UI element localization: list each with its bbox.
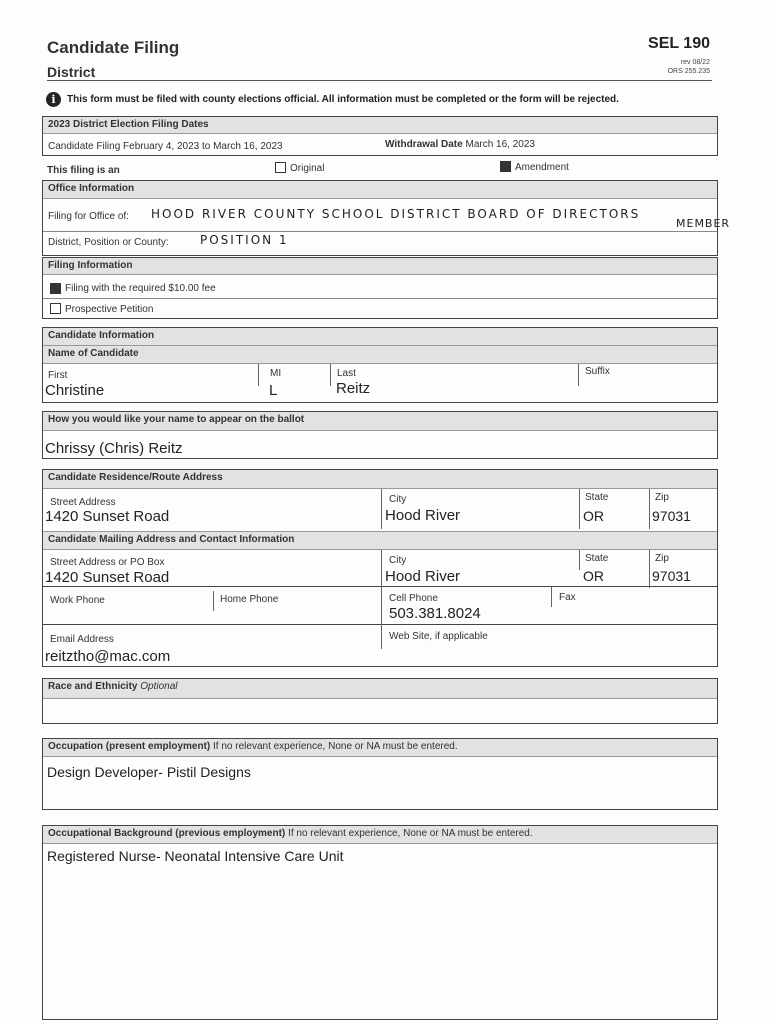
mi-divider xyxy=(258,364,259,386)
work-phone-label: Work Phone xyxy=(50,595,105,606)
website-label: Web Site, if applicable xyxy=(389,631,488,642)
background-value[interactable]: Registered Nurse- Neonatal Intensive Care Unit xyxy=(47,848,344,864)
race-heading-text: Race and Ethnicity xyxy=(48,681,138,692)
website-divider xyxy=(381,625,382,649)
mailing-city-divider xyxy=(381,550,382,588)
email-value[interactable]: reitztho@mac.com xyxy=(45,648,171,665)
position-label: District, Position or County: xyxy=(48,237,169,248)
office-section xyxy=(42,180,718,256)
filing-dates-section xyxy=(42,116,718,156)
residence-city-value[interactable]: Hood River xyxy=(385,507,461,524)
occupation-note: If no relevant experience, None or NA must be entered. xyxy=(213,741,458,752)
header-divider xyxy=(47,80,712,81)
fax-label: Fax xyxy=(559,592,576,603)
background-section xyxy=(42,825,718,1020)
office-divider xyxy=(43,231,717,232)
last-name-label: Last xyxy=(337,368,356,379)
last-divider xyxy=(330,364,331,386)
suffix-divider xyxy=(578,364,579,386)
filing-dates-heading: 2023 District Election Filing Dates xyxy=(43,117,717,134)
candidate-filing-label: Candidate Filing xyxy=(48,141,121,152)
ballot-name-value[interactable]: Chrissy (Chris) Reitz xyxy=(45,440,183,457)
fee-checkbox[interactable] xyxy=(50,283,61,294)
occupation-heading xyxy=(43,739,717,757)
amendment-label: Amendment xyxy=(515,162,569,173)
last-name-value[interactable]: Reitz xyxy=(336,380,371,397)
mailing-zip-divider xyxy=(649,550,650,588)
mi-value[interactable]: L xyxy=(269,382,278,399)
office-heading: Office Information xyxy=(43,181,717,199)
race-section xyxy=(42,678,718,724)
residence-state-value[interactable]: OR xyxy=(583,508,604,524)
residence-state-label: State xyxy=(585,492,609,503)
residence-city-divider xyxy=(381,489,382,529)
background-heading xyxy=(43,826,717,844)
background-note: If no relevant experience, None or NA must be entered. xyxy=(288,828,533,839)
mailing-state-divider xyxy=(579,550,580,570)
residence-heading: Candidate Residence/Route Address xyxy=(43,470,717,489)
phone-row xyxy=(42,587,718,625)
form-subtitle: District xyxy=(47,64,96,80)
email-label: Email Address xyxy=(50,634,114,645)
mi-label: MI xyxy=(270,368,282,379)
home-phone-divider xyxy=(213,591,214,611)
candidate-filing-value: February 4, 2023 to March 16, 2023 xyxy=(123,141,283,152)
residence-state-divider xyxy=(579,489,580,529)
ballot-name-section xyxy=(42,411,718,459)
petition-checkbox[interactable] xyxy=(50,303,61,314)
amendment-checkbox[interactable] xyxy=(500,161,511,172)
race-optional: Optional xyxy=(140,681,178,692)
residence-zip-divider xyxy=(649,489,650,529)
form-number: SEL 190 xyxy=(648,35,710,52)
background-heading-text: Occupational Background (previous employment) xyxy=(48,828,286,839)
notice-text: This form must be filed with county elections official. All information must be completed or the form will be rejected. xyxy=(67,94,619,105)
residence-city-label: City xyxy=(389,494,407,505)
race-heading xyxy=(43,679,717,699)
cell-phone-label: Cell Phone xyxy=(389,593,438,604)
candidate-heading: Candidate Information xyxy=(43,328,717,346)
withdrawal-label: Withdrawal Date xyxy=(385,139,463,150)
mailing-street-value[interactable]: 1420 Sunset Road xyxy=(45,569,170,586)
candidate-filing-row xyxy=(48,141,283,152)
withdrawal-row xyxy=(385,139,535,150)
revision-text: rev 08/22 xyxy=(680,59,710,66)
mailing-zip-value[interactable]: 97031 xyxy=(652,568,691,584)
office-label: Filing for Office of: xyxy=(48,211,129,222)
mailing-zip-label: Zip xyxy=(655,553,669,564)
cell-phone-divider xyxy=(381,587,382,625)
first-name-value[interactable]: Christine xyxy=(45,382,105,399)
email-row xyxy=(42,625,718,667)
occupation-value[interactable]: Design Developer- Pistil Designs xyxy=(47,764,251,780)
office-value-continued: MEMBER xyxy=(676,217,731,230)
home-phone-label: Home Phone xyxy=(220,594,279,605)
withdrawal-value: March 16, 2023 xyxy=(465,139,535,150)
mailing-city-label: City xyxy=(389,555,407,566)
original-label: Original xyxy=(290,163,325,174)
form-revision xyxy=(668,58,710,76)
info-icon: i xyxy=(46,92,61,107)
first-name-label: First xyxy=(48,370,68,381)
petition-label: Prospective Petition xyxy=(65,304,154,315)
mailing-heading: Candidate Mailing Address and Contact Information xyxy=(43,531,717,550)
statute-text: ORS 255.235 xyxy=(667,68,710,75)
residence-zip-label: Zip xyxy=(655,492,669,503)
fax-divider xyxy=(551,587,552,607)
residence-street-label: Street Address xyxy=(50,497,116,508)
ballot-name-heading: How you would like your name to appear on the ballot xyxy=(43,412,717,431)
name-heading: Name of Candidate xyxy=(43,346,717,364)
occupation-heading-text: Occupation (present employment) xyxy=(48,741,211,752)
mailing-state-label: State xyxy=(585,553,609,564)
filing-info-divider xyxy=(43,298,717,299)
filing-info-section xyxy=(42,257,718,319)
residence-zip-value[interactable]: 97031 xyxy=(652,508,691,524)
suffix-label: Suffix xyxy=(585,366,610,377)
notice xyxy=(46,92,619,107)
candidate-section xyxy=(42,327,718,403)
office-value[interactable]: HOOD RIVER COUNTY SCHOOL DISTRICT BOARD OF DIRECTORS xyxy=(151,207,641,221)
residence-street-value[interactable]: 1420 Sunset Road xyxy=(45,508,170,525)
occupation-section xyxy=(42,738,718,810)
mailing-city-value[interactable]: Hood River xyxy=(385,568,461,585)
filing-type-label: This filing is an xyxy=(47,165,120,176)
mailing-street-label: Street Address or PO Box xyxy=(50,557,165,568)
fee-label: Filing with the required $10.00 fee xyxy=(65,283,216,294)
position-value[interactable]: POSITION 1 xyxy=(200,233,289,247)
original-checkbox[interactable] xyxy=(275,162,286,173)
filing-info-heading: Filing Information xyxy=(43,258,717,275)
form-title: Candidate Filing xyxy=(47,38,180,57)
cell-phone-value[interactable]: 503.381.8024 xyxy=(389,605,481,622)
residence-section xyxy=(42,469,718,587)
mailing-state-value[interactable]: OR xyxy=(583,568,604,584)
